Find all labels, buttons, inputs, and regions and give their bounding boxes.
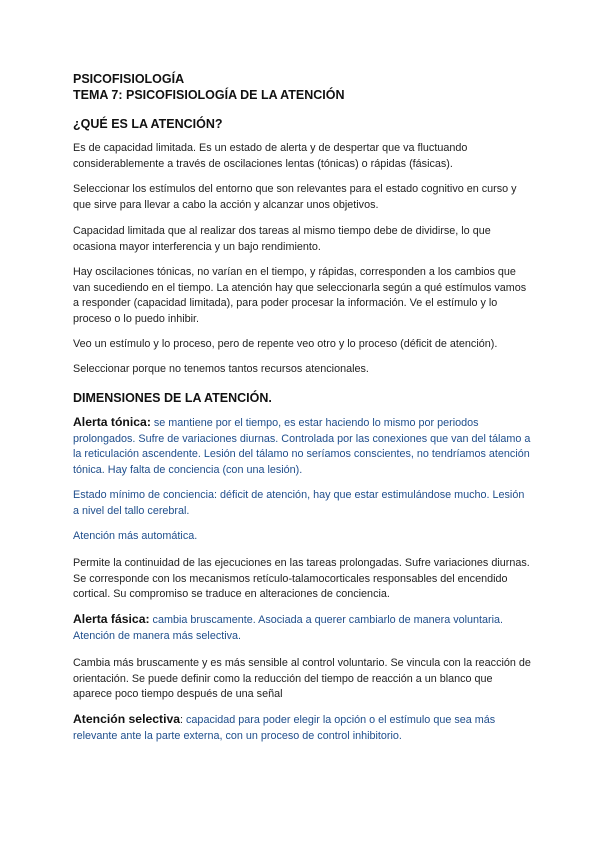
document-title [73,71,345,103]
phasic-alert-term: Alerta fásica: [73,612,150,626]
selective-attention-term: Atención selectiva [73,712,181,726]
paragraph: Hay oscilaciones tónicas, no varían en el tiempo, y rápidas, corresponden a los cambios que van sucediendo en el tiempo. La atención hay que seleccionarla según a qué estímulos vamos a responder (capacidad limitada), para poder procesar la información. Ve el estímulo y lo proceso o lo puedo inhibir. [73,266,527,325]
section-heading-what-is-attention: ¿QUÉ ES LA ATENCIÓN? [73,117,223,131]
paragraph: Seleccionar los estímulos del entorno que son relevantes para el estado cognitivo en curso y que sirve para llevar a cabo la acción y alcanzar unos objetivos. [73,183,517,211]
paragraph: Veo un estímulo y lo proceso, pero de repente veo otro y lo proceso (déficit de atención). [73,338,498,350]
paragraph: Seleccionar porque no tenemos tantos recursos atencionales. [73,363,369,375]
selective-attention-text: capacidad para poder elegir la opción o el estímulo que sea más relevante ante la parte externa, con un proceso de control inhibitorio. [73,714,496,742]
phasic-alert-text: cambia bruscamente. Asociada a querer cambiarlo de manera voluntaria. Atención de manera más selectiva. [73,614,504,642]
tonic-alert-body: Permite la continuidad de las ejecuciones en las tareas prolongadas. Sufre variaciones diurnas. Se corresponde con los mecanismos retículo-talamocorticales responsables del encendido cortical. Su compromiso se traduce en alteraciones de conciencia. [73,557,530,601]
section-heading-dimensions: DIMENSIONES DE LA ATENCIÓN. [73,391,272,405]
phasic-alert-body: Cambia más bruscamente y es más sensible al control voluntario. Se vincula con la reacción de orientación. Se puede definir como la reducción del tiempo de reacción a un blanco que aparece poco tiempo después de una señal [73,657,531,701]
course-title: PSICOFISIOLOGÍA [73,72,185,86]
paragraph: Es de capacidad limitada. Es un estado de alerta y de despertar que va fluctuando considerablemente a través de oscilaciones lentas (tónicas) o rápidas (fásicas). [73,142,468,170]
paragraph: Capacidad limitada que al realizar dos tareas al mismo tiempo debe de dividirse, lo que ocasiona mayor interferencia y un bajo rendimiento. [73,225,491,253]
phasic-alert-definition [73,612,531,644]
tonic-alert-text: se mantiene por el tiempo, es estar haciendo lo mismo por periodos prolongados. Sufre de variaciones diurnas. Controlada por las conexiones que van del tálamo a la reticulación ascendente. Lesión del tálamo no seríamos conscientes, no tendríamos atención tónica. Hay falta de conciencia (con una lesión). [73,417,531,476]
tonic-alert-definition [73,415,531,478]
selective-attention-definition [73,712,531,744]
tonic-alert-term: Alerta tónica: [73,415,151,429]
selective-attention-colon: : [180,714,184,726]
tonic-alert-note: Estado mínimo de conciencia: déficit de atención, hay que estar estimulándose mucho. Lesión a nivel del tallo cerebral. [73,489,525,517]
topic-title: TEMA 7: PSICOFISIOLOGÍA DE LA ATENCIÓN [73,88,345,102]
tonic-alert-note: Atención más automática. [73,530,198,542]
